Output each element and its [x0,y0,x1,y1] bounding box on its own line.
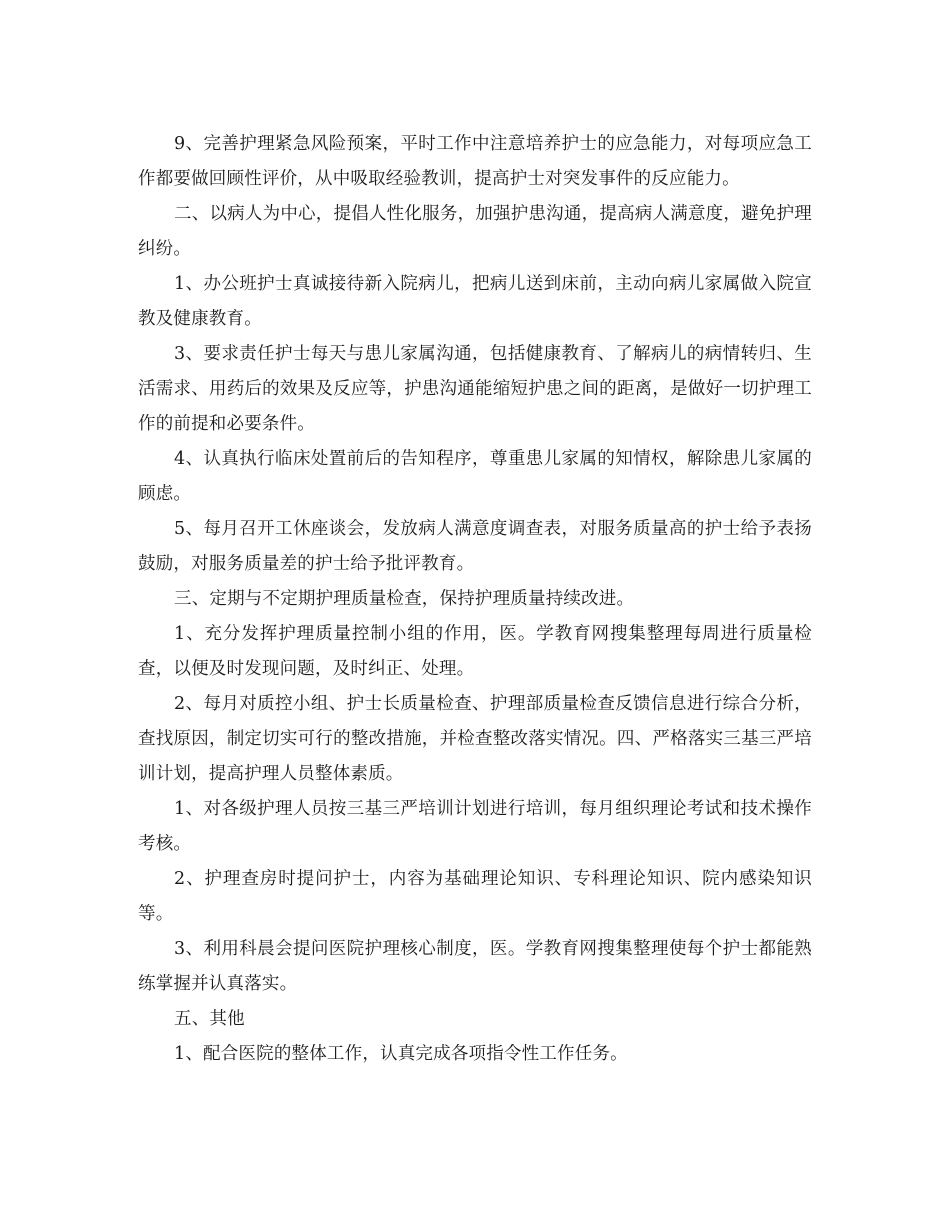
paragraph-monthly-meeting: 5、每月召开工休座谈会，发放病人满意度调查表，对服务质量高的护士给予表扬鼓励，对服务质量差的护士给予批评教育。 [138,519,812,574]
paragraph-admission-reception: 1、办公班护士真诚接待新入院病儿，把病儿送到床前，主动向病儿家属做入院宣教及健康教育。 [138,274,812,329]
paragraph-informed-consent: 4、认真执行临床处置前后的告知程序，尊重患儿家属的知情权，解除患儿家属的顾虑。 [138,449,812,504]
paragraph-quality-control-group: 1、充分发挥护理质量控制小组的作用，医。学教育网搜集整理每周进行质量检查，以便及时发现问题，及时纠正、处理。 [138,624,812,679]
paragraph-ward-round-questions: 2、护理查房时提问护士，内容为基础理论知识、专科理论知识、院内感染知识等。 [138,869,812,924]
section-heading-quality-check: 三、定期与不定期护理质量检查，保持护理质量持续改进。 [174,589,635,609]
paragraph-emergency-plan: 9、完善护理紧急风险预案，平时工作中注意培养护士的应急能力，对每项应急工作都要做回顾性评价，从中吸取经验教训，提高护士对突发事件的反应能力。 [138,134,812,189]
paragraph-hospital-tasks: 1、配合医院的整体工作，认真完成各项指令性工作任务。 [174,1044,628,1064]
section-heading-other: 五、其他 [174,1009,245,1029]
paragraph-training-plan: 1、对各级护理人员按三基三严培训计划进行培训，每月组织理论考试和技术操作考核。 [138,799,812,854]
section-heading-patient-centered: 二、以病人为中心，提倡人性化服务，加强护患沟通，提高病人满意度，避免护理纠纷。 [138,204,812,259]
paragraph-core-system: 3、利用科晨会提问医院护理核心制度，医。学教育网搜集整理使每个护士都能熟练掌握并认真落实。 [138,939,812,994]
paragraph-monthly-analysis: 2、每月对质控小组、护士长质量检查、护理部质量检查反馈信息进行综合分析，查找原因，制定切实可行的整改措施，并检查整改落实情况。四、严格落实三基三严培训计划，提高护理人员整体素质。 [138,694,812,784]
paragraph-family-communication: 3、要求责任护士每天与患儿家属沟通，包括健康教育、了解病儿的病情转归、生活需求、用药后的效果及反应等，护患沟通能缩短护患之间的距离，是做好一切护理工作的前提和必要条件。 [138,344,812,434]
